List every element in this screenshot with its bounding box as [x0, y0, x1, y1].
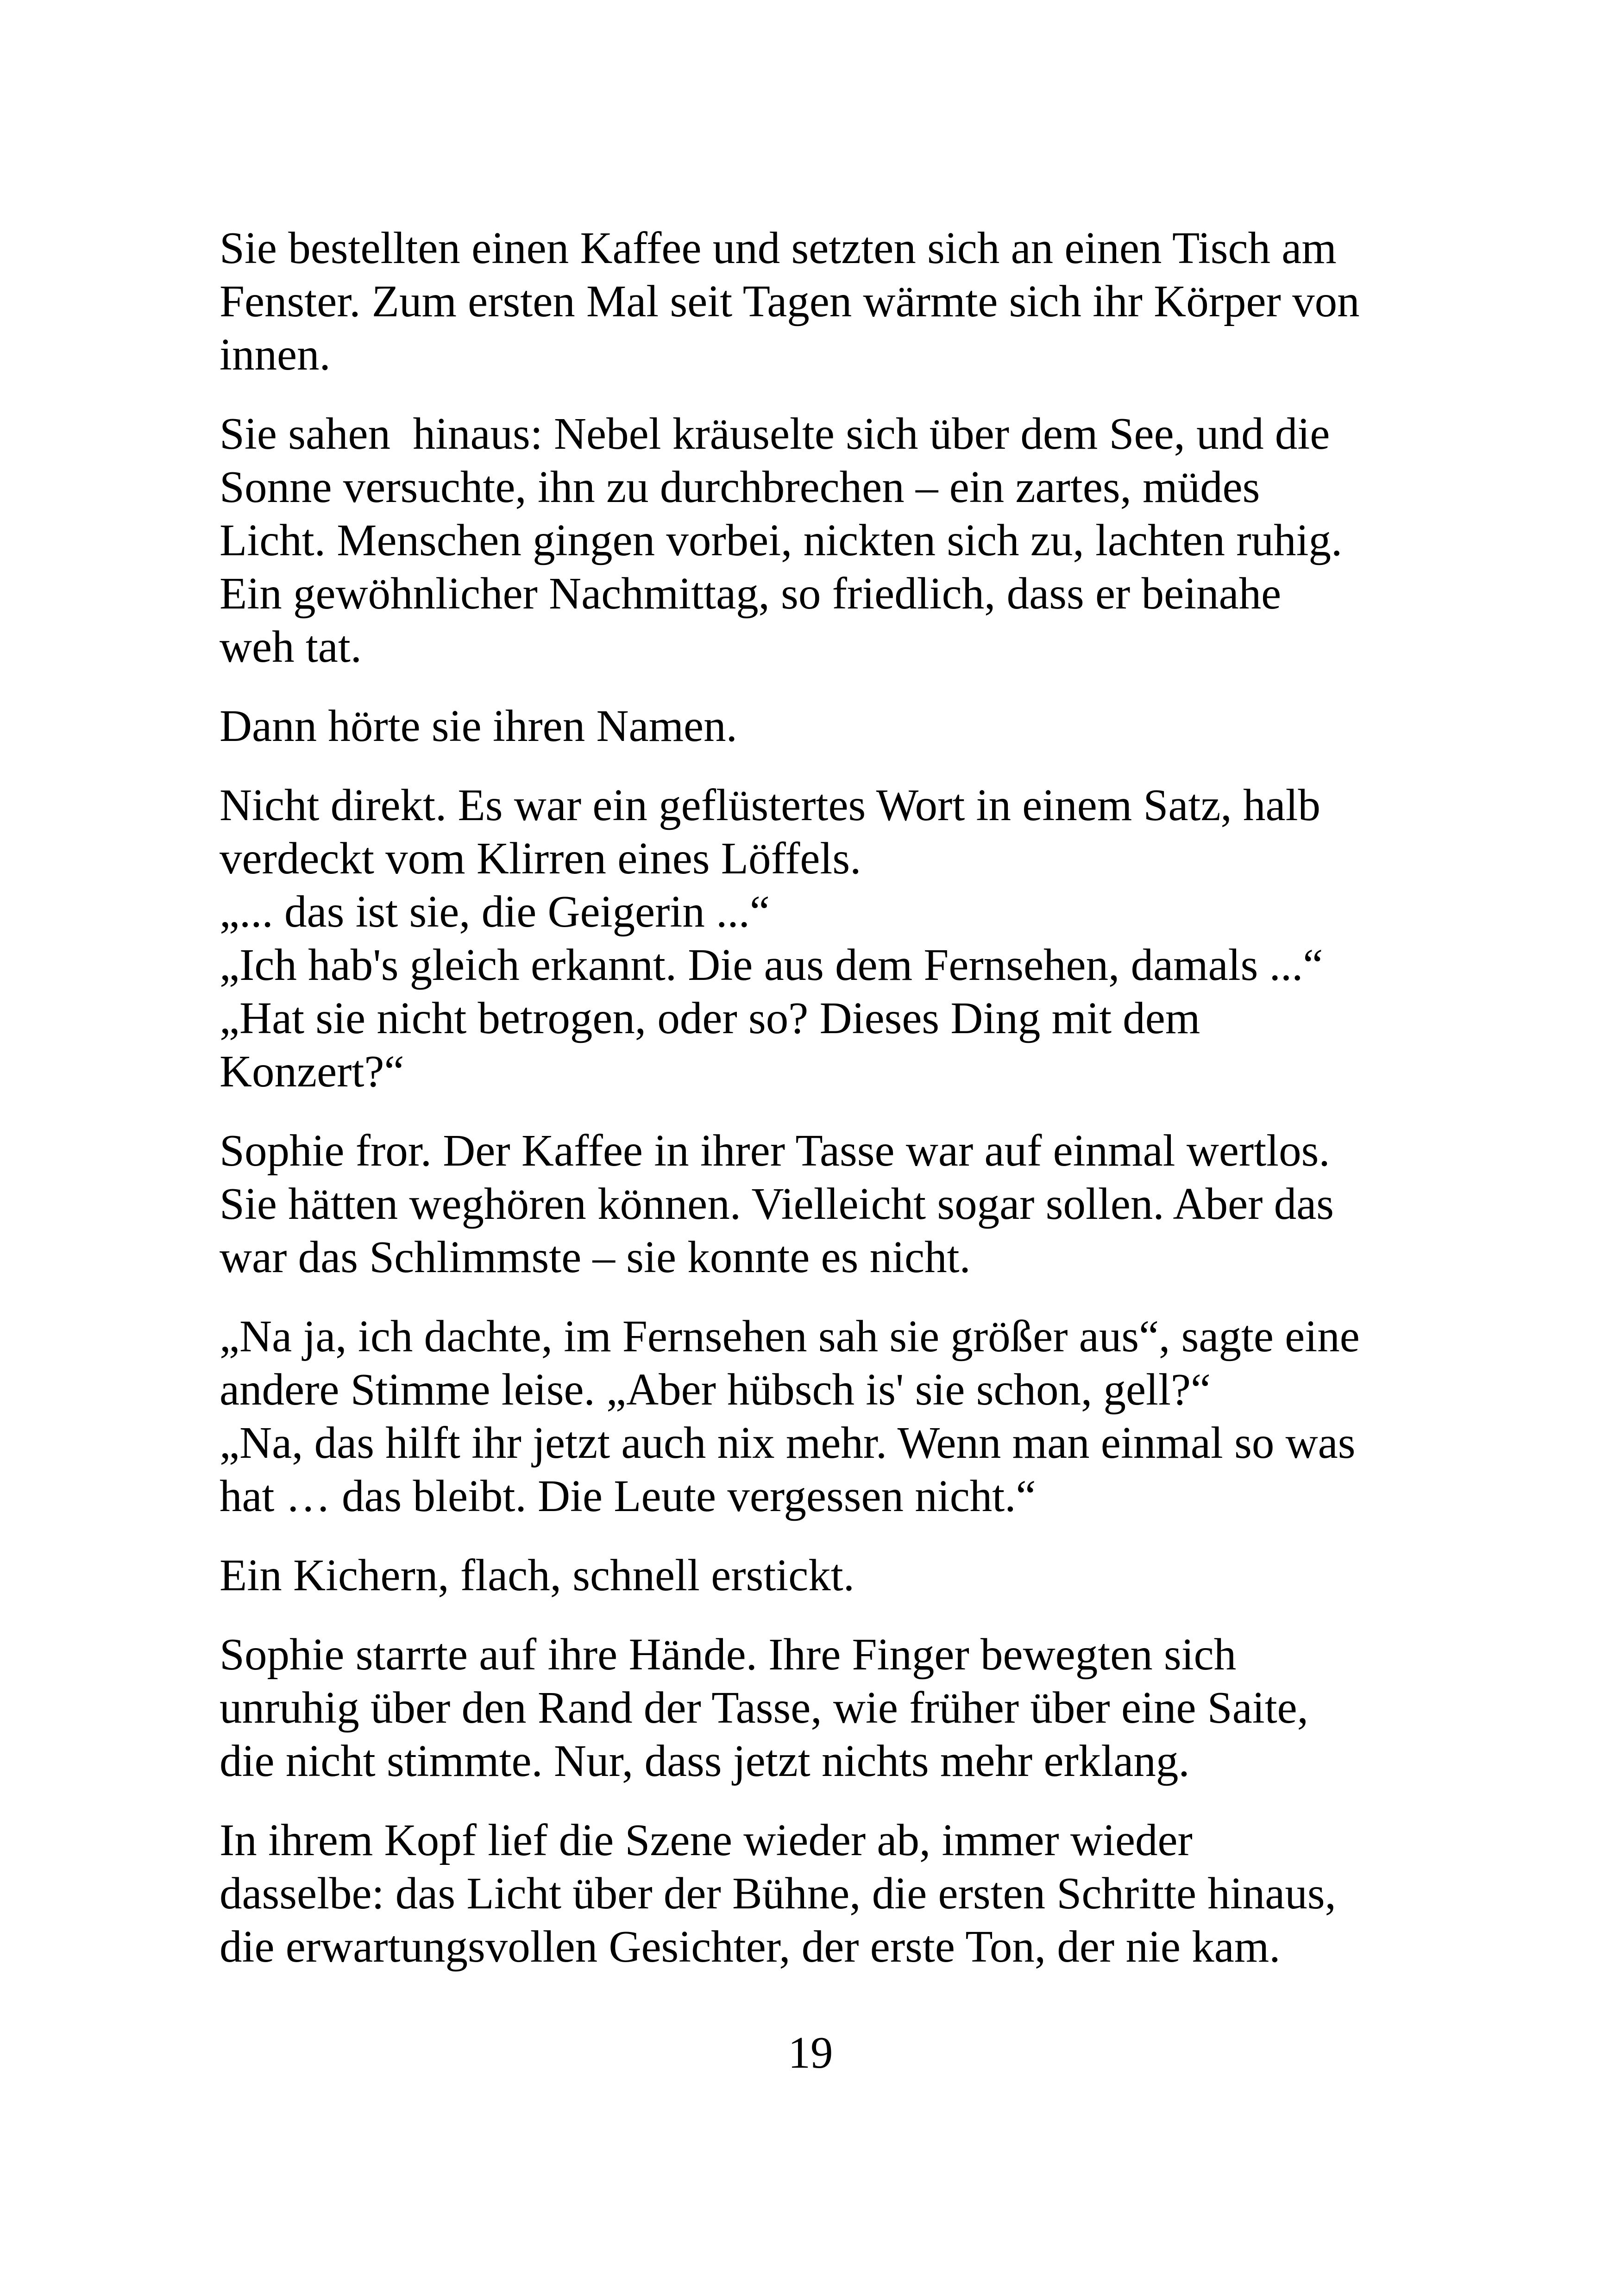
text-line: Konzert?“ [220, 1047, 404, 1096]
paragraph [220, 407, 1442, 673]
text-line: unruhig über den Rand der Tasse, wie früher über eine Saite, [220, 1683, 1308, 1732]
paragraph [220, 1628, 1442, 1788]
text-line: Sie sahen hinaus: Nebel kräuselte sich über dem See, und die [220, 409, 1330, 458]
text-line: „... das ist sie, die Geigerin ...“ [220, 887, 770, 936]
text-line: Ein gewöhnlicher Nachmittag, so friedlich, dass er beinahe [220, 569, 1282, 618]
text-line: dasselbe: das Licht über der Bühne, die ersten Schritte hinaus, [220, 1869, 1336, 1918]
text-line: Nicht direkt. Es war ein geflüstertes Wort in einem Satz, halb [220, 780, 1321, 830]
text-line: Dann hörte sie ihren Namen. [220, 701, 737, 751]
text-line: die erwartungsvollen Gesichter, der erste Ton, der nie kam. [220, 1922, 1281, 1971]
text-line: „Hat sie nicht betrogen, oder so? Dieses Ding mit dem [220, 993, 1200, 1043]
text-line: Sonne versuchte, ihn zu durchbrechen – ein zartes, müdes [220, 462, 1260, 512]
text-line: Sophie fror. Der Kaffee in ihrer Tasse war auf einmal wertlos. [220, 1126, 1330, 1175]
text-line: andere Stimme leise. „Aber hübsch is' sie schon, gell?“ [220, 1365, 1211, 1414]
text-line: Ein Kichern, flach, schnell erstickt. [220, 1550, 854, 1600]
text-line: Sophie starrte auf ihre Hände. Ihre Finger bewegten sich [220, 1630, 1237, 1679]
paragraph [220, 1310, 1442, 1523]
text-line: Fenster. Zum ersten Mal seit Tagen wärmte sich ihr Körper von [220, 276, 1360, 326]
page-number: 19 [788, 2028, 833, 2077]
paragraph [220, 221, 1442, 381]
paragraph [220, 778, 1442, 1098]
paragraph [220, 1549, 1442, 1602]
text-line: „Na, das hilft ihr jetzt auch nix mehr. Wenn man einmal so was [220, 1418, 1356, 1468]
text-line: Licht. Menschen gingen vorbei, nickten sich zu, lachten ruhig. [220, 515, 1343, 565]
text-line: war das Schlimmste – sie konnte es nicht. [220, 1232, 971, 1282]
text-line: In ihrem Kopf lief die Szene wieder ab, immer wieder [220, 1815, 1193, 1865]
text-line: die nicht stimmte. Nur, dass jetzt nichts mehr erklang. [220, 1736, 1190, 1786]
text-line: „Ich hab's gleich erkannt. Die aus dem Fernsehen, damals ...“ [220, 940, 1323, 990]
text-line: weh tat. [220, 622, 362, 671]
paragraph [220, 1813, 1442, 1973]
text-line: „Na ja, ich dachte, im Fernsehen sah sie größer aus“, sagte eine [220, 1311, 1360, 1361]
text-line: Sie hätten weghören können. Vielleicht sogar sollen. Aber das [220, 1179, 1334, 1229]
paragraph [220, 699, 1442, 753]
text-line: hat … das bleibt. Die Leute vergessen nicht.“ [220, 1471, 1036, 1521]
body-text [220, 221, 1442, 1999]
text-line: Sie bestellten einen Kaffee und setzten sich an einen Tisch am [220, 223, 1337, 273]
text-line: verdeckt vom Klirren eines Löffels. [220, 834, 861, 883]
paragraph [220, 1124, 1442, 1284]
text-line: innen. [220, 330, 331, 379]
